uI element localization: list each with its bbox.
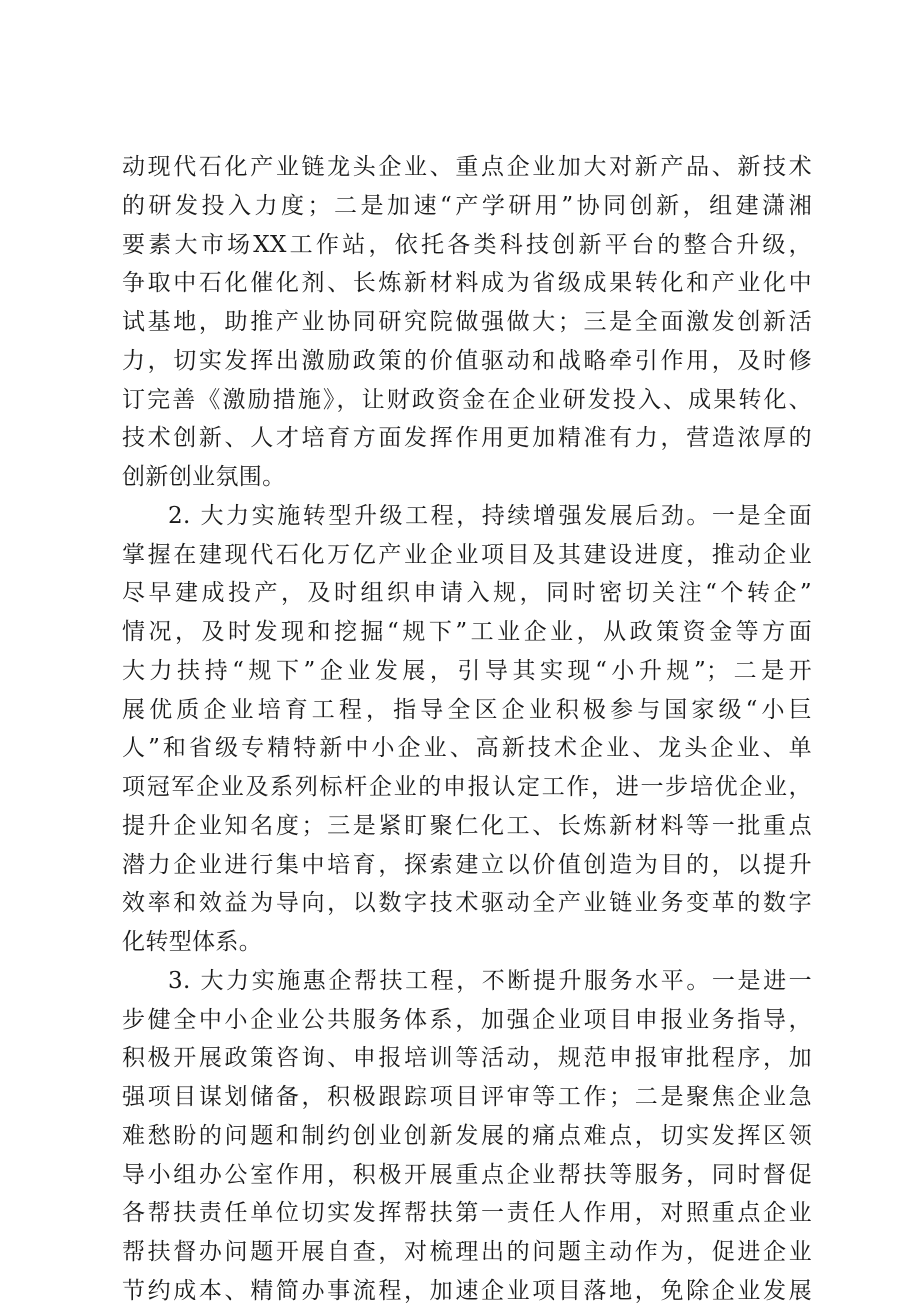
- text-line: 动现代石化产业链龙头企业、重点企业加大对新产品、新技术: [122, 154, 812, 180]
- section-heading-line: 3. 大力实施惠企帮扶工程，不断提升服务水平。一是进一: [168, 967, 812, 994]
- text-line: 人”和省级专精特新中小企业、高新技术企业、龙头企业、单: [122, 735, 812, 762]
- text-line: 潜力企业进行集中培育，探索建立以价值创造为目的，以提升: [122, 851, 812, 878]
- text-line: 掌握在建现代石化万亿产业企业项目及其建设进度，推动企业: [122, 541, 812, 568]
- text-line: 争取中石化催化剂、长炼新材料成为省级成果转化和产业化中: [122, 270, 812, 297]
- text-line: 力，切实发挥出激励政策的价值驱动和战略牵引作用，及时修: [122, 347, 812, 374]
- document-body: [122, 148, 812, 1311]
- text-line: 导小组办公室作用，积极开展重点企业帮扶等服务，同时督促: [122, 1161, 812, 1188]
- text-line: 展优质企业培育工程，指导全区企业积极参与国家级“小巨: [122, 696, 812, 723]
- text-line: 的研发投入力度；二是加速“产学研用”协同创新，组建潇湘: [122, 192, 812, 219]
- text-line: 提升企业知名度；三是紧盯聚仁化工、长炼新材料等一批重点: [122, 812, 812, 839]
- text-line: 节约成本、精简办事流程，加速企业项目落地，免除企业发展: [122, 1277, 812, 1304]
- text-line: 化转型体系。: [122, 929, 263, 955]
- text-line: 项冠军企业及系列标杆企业的申报认定工作，进一步培优企业，: [122, 774, 812, 800]
- text-line: 要素大市场XX工作站，依托各类科技创新平台的整合升级，: [122, 231, 812, 258]
- text-line: 大力扶持“规下”企业发展，引导其实现“小升规”；二是开: [122, 657, 812, 684]
- text-line: 各帮扶责任单位切实发挥帮扶第一责任人作用，对照重点企业: [122, 1200, 812, 1227]
- text-line: 试基地，助推产业协同研究院做强做大；三是全面激发创新活: [122, 309, 812, 335]
- text-line: 强项目谋划储备，积极跟踪项目评审等工作；二是聚焦企业急: [122, 1084, 812, 1110]
- text-line: 情况，及时发现和挖掘“规下”工业企业，从政策资金等方面: [122, 619, 812, 645]
- text-line: 创新创业氛围。: [122, 464, 286, 490]
- text-line: 效率和效益为导向，以数字技术驱动全产业链业务变革的数字: [122, 890, 812, 917]
- section-heading-line: 2. 大力实施转型升级工程，持续增强发展后劲。一是全面: [168, 502, 812, 529]
- text-line: 帮扶督办问题开展自查，对梳理出的问题主动作为，促进企业: [122, 1239, 812, 1265]
- text-line: 技术创新、人才培育方面发挥作用更加精准有力，营造浓厚的: [122, 425, 812, 452]
- text-line: 尽早建成投产，及时组织申请入规，同时密切关注“个转企”: [122, 580, 812, 607]
- text-line: 步健全中小企业公共服务体系，加强企业项目申报业务指导，: [122, 1006, 812, 1033]
- text-line: 订完善《激励措施》，让财政资金在企业研发投入、成果转化、: [122, 386, 812, 413]
- text-line: 积极开展政策咨询、申报培训等活动，规范申报审批程序，加: [122, 1045, 812, 1072]
- text-line: 难愁盼的问题和制约创业创新发展的痛点难点，切实发挥区领: [122, 1122, 812, 1149]
